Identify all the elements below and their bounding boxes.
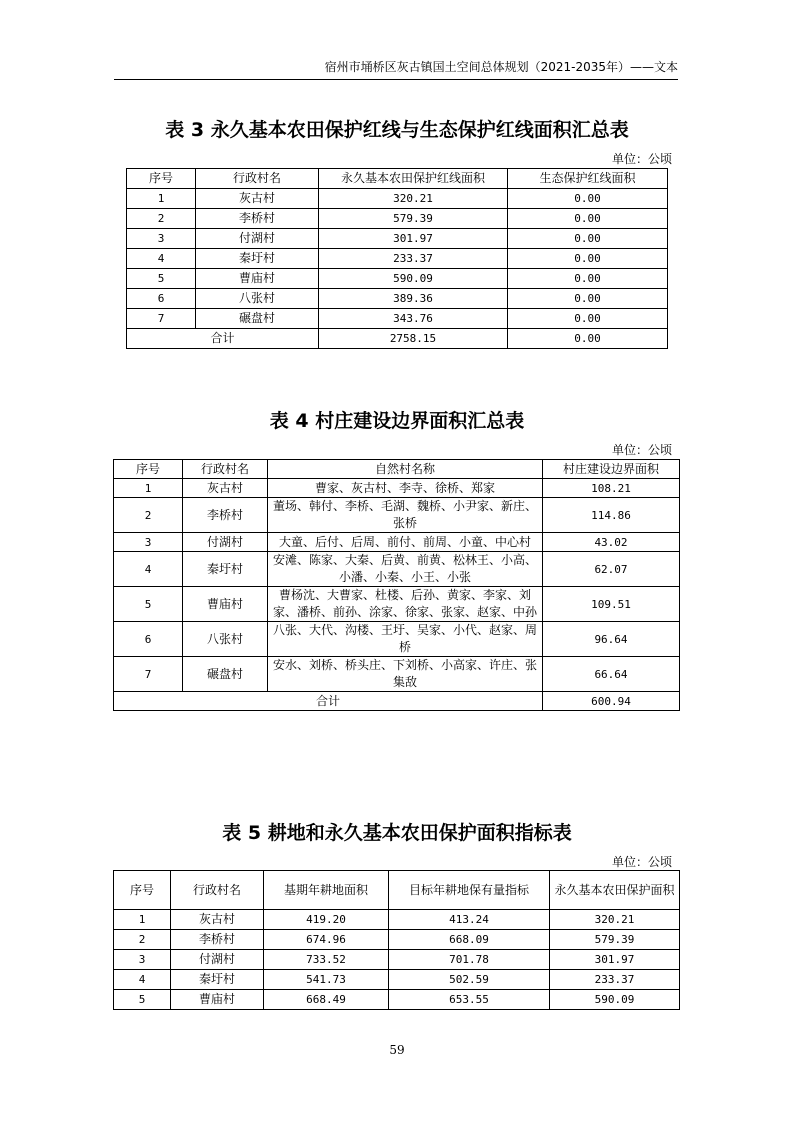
table-cell: 7 [114,657,183,692]
table-cell: 0.00 [508,229,668,249]
table-row [114,657,680,692]
table-row [127,309,668,329]
table-row [114,587,680,622]
table-cell: 668.09 [389,930,550,950]
table-cell: 0.00 [508,269,668,289]
column-header: 行政村名 [183,460,268,479]
column-header: 村庄建设边界面积 [543,460,680,479]
table-cell: 653.55 [389,990,550,1010]
table-cell: 579.39 [319,209,508,229]
table3-unit-label: 单位：公顷 [611,152,672,166]
total-value: 600.94 [543,692,680,711]
table5 [113,870,680,1010]
table-cell: 八张村 [196,289,319,309]
table-cell: 付湖村 [171,950,264,970]
table5-title: 表 5 耕地和永久基本农田保护面积指标表 [222,822,572,844]
table-cell: 590.09 [550,990,680,1010]
table-cell: 3 [114,533,183,552]
page-number: 59 [389,1043,405,1057]
table-cell: 八张、大代、沟楼、王圩、吴家、小代、赵家、周桥 [268,622,543,657]
table-cell: 董场、韩付、李桥、毛湖、魏桥、小尹家、新庄、张桥 [268,498,543,533]
table-cell: 3 [127,229,196,249]
table-cell: 320.21 [550,910,680,930]
table-cell: 5 [114,990,171,1010]
table-header-row [127,169,668,189]
table-cell: 1 [114,910,171,930]
table-cell: 320.21 [319,189,508,209]
table-cell: 曹庙村 [171,990,264,1010]
table-cell: 付湖村 [183,533,268,552]
table-cell: 李桥村 [183,498,268,533]
table-cell: 秦圩村 [196,249,319,269]
total-label: 合计 [114,692,543,711]
table-total-row [114,692,680,711]
table4-title: 表 4 村庄建设边界面积汇总表 [269,410,525,432]
table-cell: 0.00 [508,309,668,329]
table-cell: 八张村 [183,622,268,657]
table-cell: 灰古村 [183,479,268,498]
table-cell: 付湖村 [196,229,319,249]
column-header: 序号 [114,871,171,910]
table-cell: 曹杨沈、大曹家、杜楼、后孙、黄家、李家、刘家、潘桥、前孙、涂家、徐家、张家、赵家、中孙 [268,587,543,622]
table-cell: 343.76 [319,309,508,329]
table-cell: 0.00 [508,289,668,309]
table-cell: 109.51 [543,587,680,622]
table-cell: 1 [114,479,183,498]
table-row [127,269,668,289]
table-cell: 541.73 [264,970,389,990]
table-cell: 579.39 [550,930,680,950]
table-cell: 5 [127,269,196,289]
table-cell: 5 [114,587,183,622]
column-header: 自然村名称 [268,460,543,479]
table-row [114,930,680,950]
table-cell: 曹家、灰古村、李寺、徐桥、郑家 [268,479,543,498]
table-cell: 0.00 [508,209,668,229]
table-cell: 413.24 [389,910,550,930]
table-cell: 6 [127,289,196,309]
table-cell: 674.96 [264,930,389,950]
table5-unit-label: 单位：公顷 [611,855,672,869]
table-row [114,622,680,657]
table-cell: 安水、刘桥、桥头庄、下刘桥、小高家、许庄、张集敌 [268,657,543,692]
table-row [114,498,680,533]
table-cell: 668.49 [264,990,389,1010]
table-total-row [127,329,668,349]
table-cell: 733.52 [264,950,389,970]
table-cell: 419.20 [264,910,389,930]
column-header: 永久基本农田保护红线面积 [319,169,508,189]
table-row [127,189,668,209]
table-cell: 43.02 [543,533,680,552]
table-cell: 曹庙村 [183,587,268,622]
table-cell: 秦圩村 [183,552,268,587]
table-cell: 590.09 [319,269,508,289]
table-cell: 301.97 [550,950,680,970]
table-row [114,910,680,930]
column-header: 永久基本农田保护面积 [550,871,680,910]
column-header: 行政村名 [171,871,264,910]
table-row [127,249,668,269]
table3-title: 表 3 永久基本农田保护红线与生态保护红线面积汇总表 [165,119,629,141]
table-cell: 灰古村 [171,910,264,930]
column-header: 行政村名 [196,169,319,189]
table-cell: 灰古村 [196,189,319,209]
table-row [127,209,668,229]
table-cell: 701.78 [389,950,550,970]
table-cell: 2 [127,209,196,229]
table-row [114,950,680,970]
table-cell: 233.37 [319,249,508,269]
column-header: 序号 [114,460,183,479]
table-cell: 李桥村 [196,209,319,229]
column-header: 序号 [127,169,196,189]
total-value: 0.00 [508,329,668,349]
table-row [127,289,668,309]
table-cell: 0.00 [508,249,668,269]
table-cell: 108.21 [543,479,680,498]
table-cell: 4 [127,249,196,269]
table-header-row [114,460,680,479]
column-header: 基期年耕地面积 [264,871,389,910]
table-cell: 114.86 [543,498,680,533]
table-cell: 曹庙村 [196,269,319,289]
table-cell: 389.36 [319,289,508,309]
table-row [114,552,680,587]
table-cell: 2 [114,498,183,533]
table-row [114,533,680,552]
table-row [114,970,680,990]
document-header: 宿州市埇桥区灰古镇国土空间总体规划（2021-2035年）——文本 [114,58,678,80]
table-cell: 502.59 [389,970,550,990]
table-cell: 4 [114,970,171,990]
table-row [127,229,668,249]
table-cell: 0.00 [508,189,668,209]
table-cell: 秦圩村 [171,970,264,990]
table-cell: 李桥村 [171,930,264,950]
table-cell: 233.37 [550,970,680,990]
table-cell: 碾盘村 [183,657,268,692]
table-cell: 96.64 [543,622,680,657]
table4-unit-label: 单位：公顷 [611,443,672,457]
table-cell: 2 [114,930,171,950]
table-row [114,479,680,498]
total-label: 合计 [127,329,319,349]
table3 [126,168,668,349]
table-cell: 1 [127,189,196,209]
column-header: 目标年耕地保有量指标 [389,871,550,910]
table-cell: 安滩、陈家、大秦、后黄、前黄、松林王、小高、小潘、小秦、小王、小张 [268,552,543,587]
table-cell: 62.07 [543,552,680,587]
table4 [113,459,680,711]
table-cell: 301.97 [319,229,508,249]
table-cell: 6 [114,622,183,657]
table-cell: 66.64 [543,657,680,692]
table-row [114,990,680,1010]
table-cell: 3 [114,950,171,970]
table-cell: 大童、后付、后周、前付、前周、小童、中心村 [268,533,543,552]
column-header: 生态保护红线面积 [508,169,668,189]
table-cell: 7 [127,309,196,329]
table-cell: 碾盘村 [196,309,319,329]
total-value: 2758.15 [319,329,508,349]
table-cell: 4 [114,552,183,587]
table-header-row [114,871,680,910]
